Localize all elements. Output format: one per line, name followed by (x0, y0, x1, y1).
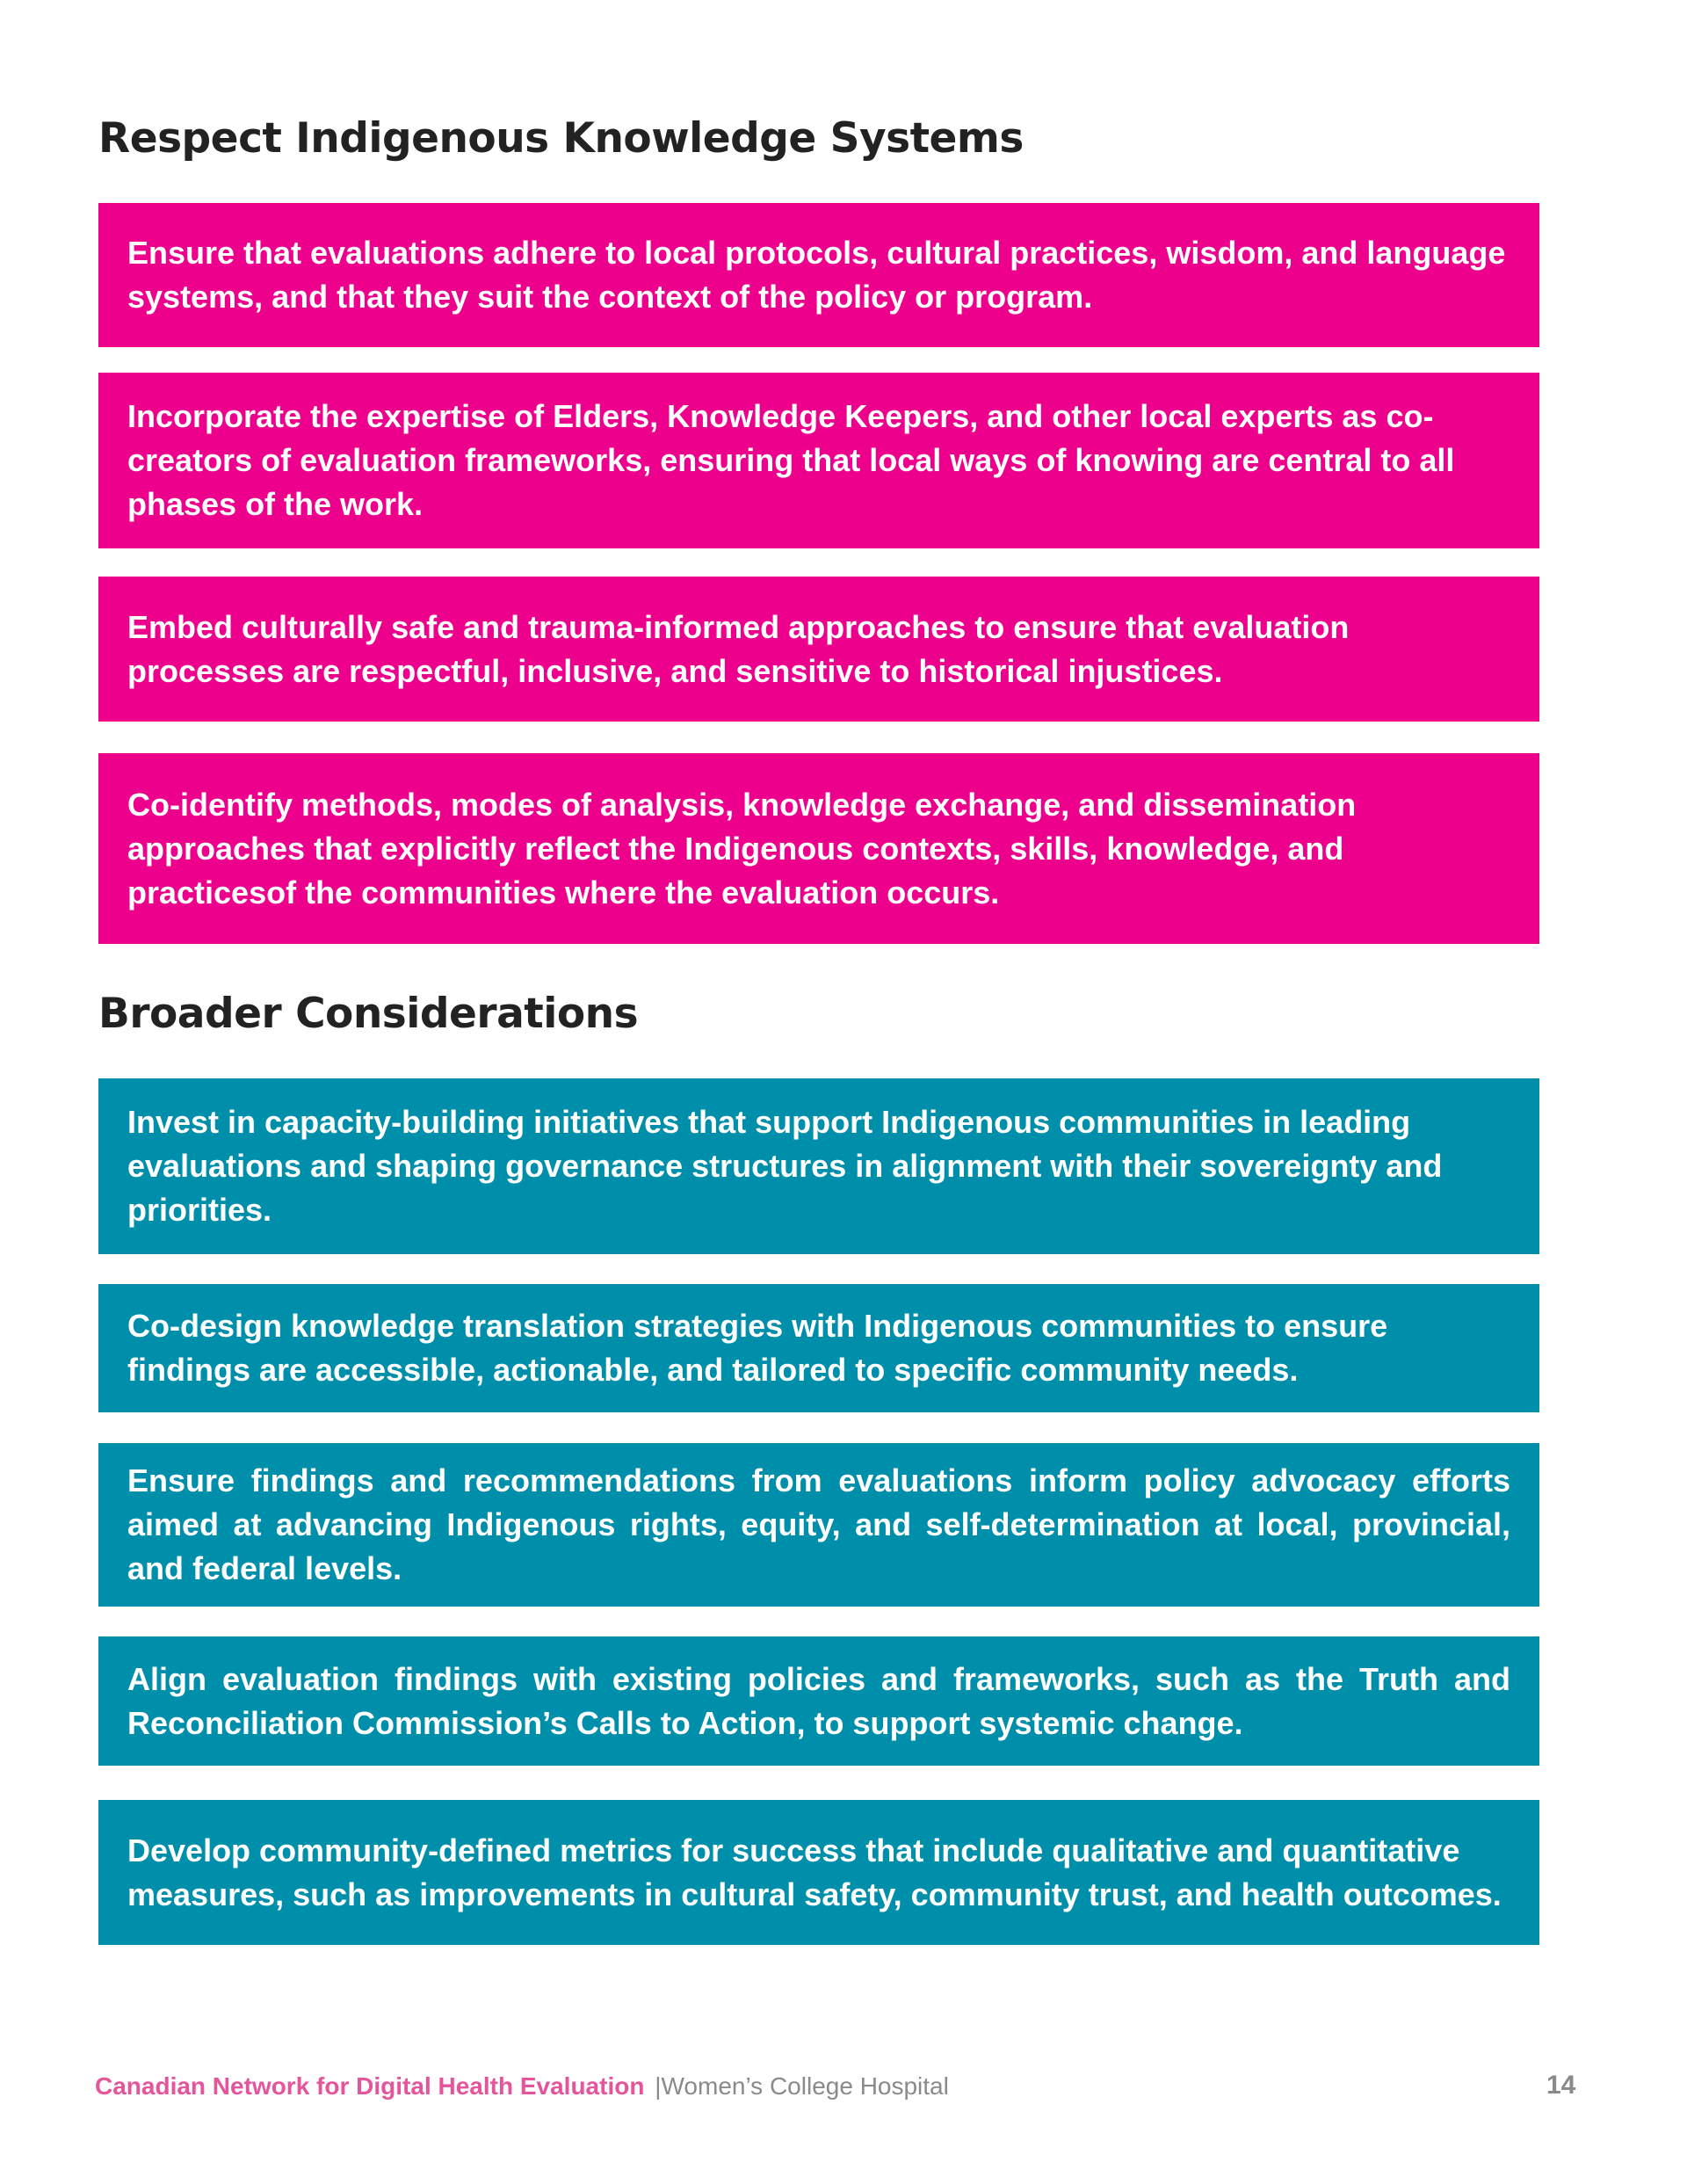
consideration-text: Invest in capacity-building initiatives that support Indigenous communities in leading evaluations and shaping governance structures in alignment with their sovereignty and priorities. (127, 1104, 1443, 1228)
recommendation-box (98, 577, 1539, 722)
recommendation-text: Co-identify methods, modes of analysis, knowledge exchange, and dissemination approaches that explicitly reflect the Indigenous contexts, skills, knowledge, and practicesof the communities where the evaluation occurs. (127, 786, 1357, 911)
consideration-text: Align evaluation findings with existing policies and frameworks, such as the Truth and Reconciliation Commission’s Calls to Action, to support systemic change. (127, 1660, 1510, 1741)
recommendation-text: Ensure that evaluations adhere to local protocols, cultural practices, wisdom, and language systems, and that they suit the context of the policy or program. (127, 235, 1506, 315)
footer-organization: Canadian Network for Digital Health Evaluation (95, 2072, 645, 2100)
consideration-text: Develop community-defined metrics for success that include qualitative and quantitative measures, such as improvements in cultural safety, community trust, and health outcomes. (127, 1832, 1502, 1912)
footer-hospital: Women’s College Hospital (661, 2072, 949, 2100)
consideration-text: Co-design knowledge translation strategies with Indigenous communities to ensure findings are accessible, actionable, and tailored to specific community needs. (127, 1308, 1388, 1388)
section-heading-respect-indigenous-knowledge: Respect Indigenous Knowledge Systems (98, 114, 1024, 163)
recommendation-text: Embed culturally safe and trauma-informed approaches to ensure that evaluation processes are respectful, inclusive, and sensitive to historical injustices. (127, 608, 1350, 689)
section-heading-broader-considerations: Broader Considerations (98, 990, 639, 1038)
consideration-box (98, 1800, 1539, 1945)
recommendation-box (98, 753, 1539, 944)
consideration-box (98, 1078, 1539, 1254)
recommendation-box (98, 203, 1539, 347)
page-footer (95, 2072, 949, 2101)
consideration-box (98, 1284, 1539, 1412)
consideration-box (98, 1443, 1539, 1607)
page-number: 14 (1546, 2071, 1576, 2100)
consideration-box (98, 1636, 1539, 1766)
consideration-text: Ensure findings and recommendations from evaluations inform policy advocacy efforts aimed at advancing Indigenous rights, equity, and self-determination at local, provincial, and federal levels. (127, 1462, 1510, 1586)
footer-separator: | (655, 2072, 662, 2100)
recommendation-text: Incorporate the expertise of Elders, Knowledge Keepers, and other local experts as co-creators of evaluation frameworks, ensuring that local ways of knowing are central to all phases of the work. (127, 398, 1455, 522)
recommendation-box (98, 373, 1539, 548)
